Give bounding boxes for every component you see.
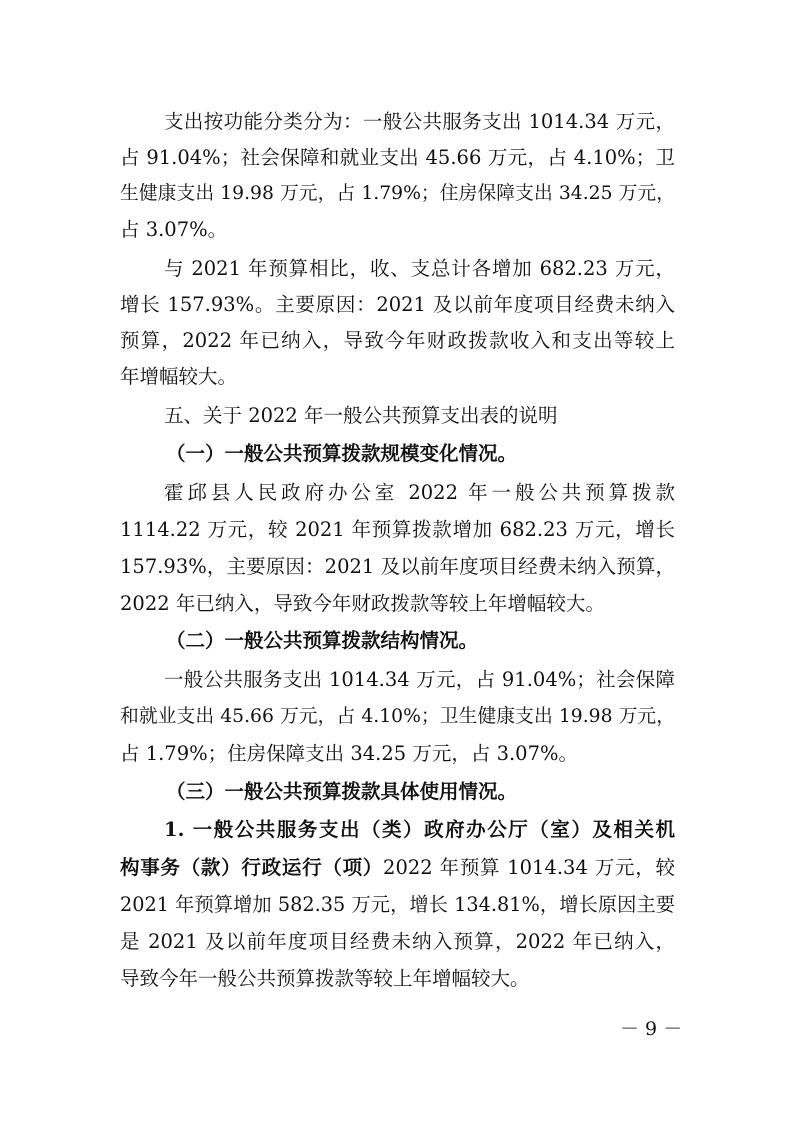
- page-number: － 9 －: [620, 1018, 683, 1040]
- paragraph-line: 霍邱县人民政府办公室 2022 年一般公共预算拨款: [164, 481, 675, 504]
- paragraph-line: 占 1.79%；住房保障支出 34.25 万元，占 3.07%。: [120, 742, 579, 765]
- text-run: 2022 年预算 1014.34 万元，较: [383, 856, 675, 879]
- subsection-heading: （一）一般公共预算拨款规模变化情况。: [166, 442, 518, 465]
- paragraph-line: 增长 157.93%。主要原因：2021 及以前年度项目经费未纳入: [120, 293, 675, 316]
- paragraph-line: 预算，2022 年已纳入，导致今年财政拨款收入和支出等较上: [120, 329, 675, 352]
- paragraph-line: 支出按功能分类分为：一般公共服务支出 1014.34 万元，: [164, 110, 675, 133]
- paragraph-line: 是 2021 及以前年度项目经费未纳入预算，2022 年已纳入，: [120, 930, 675, 953]
- paragraph-line: 导致今年一般公共预算拨款等较上年增幅较大。: [120, 967, 530, 990]
- subsection-heading: （三）一般公共预算拨款具体使用情况。: [166, 780, 518, 803]
- paragraph-line: 一般公共服务支出 1014.34 万元，占 91.04%；社会保障: [164, 668, 675, 691]
- paragraph-line: 生健康支出 19.98 万元，占 1.79%；住房保障支出 34.25 万元，: [120, 183, 675, 204]
- subsection-heading: （二）一般公共预算拨款结构情况。: [166, 629, 479, 652]
- bold-run: 构事务（款）行政运行（项）: [120, 856, 384, 879]
- paragraph-line: 和就业支出 45.66 万元，占 4.10%；卫生健康支出 19.98 万元，: [120, 706, 675, 727]
- paragraph-line: [120, 850, 675, 886]
- paragraph-line: 1114.22 万元，较 2021 年预算拨款增加 682.23 万元，增长: [120, 518, 675, 541]
- paragraph-line: 1. 一般公共服务支出（类）政府办公厅（室）及相关机: [164, 818, 675, 841]
- paragraph-line: 占 91.04%；社会保障和就业支出 45.66 万元，占 4.10%；卫: [120, 146, 675, 169]
- paragraph-line: 2021 年预算增加 582.35 万元，增长 134.81%，增长原因主要: [120, 893, 675, 916]
- paragraph-line: 占 3.07%。: [120, 218, 228, 241]
- section-heading: 五、关于 2022 年一般公共预算支出表的说明: [164, 404, 558, 427]
- paragraph-line: 年增幅较大。: [120, 365, 238, 388]
- paragraph-line: 2022 年已纳入，导致今年财政拨款等较上年增幅较大。: [120, 592, 605, 615]
- paragraph-line: 与 2021 年预算相比，收、支总计各增加 682.23 万元，: [164, 257, 675, 280]
- paragraph-line: 157.93%，主要原因：2021 及以前年度项目经费未纳入预算，: [120, 555, 675, 578]
